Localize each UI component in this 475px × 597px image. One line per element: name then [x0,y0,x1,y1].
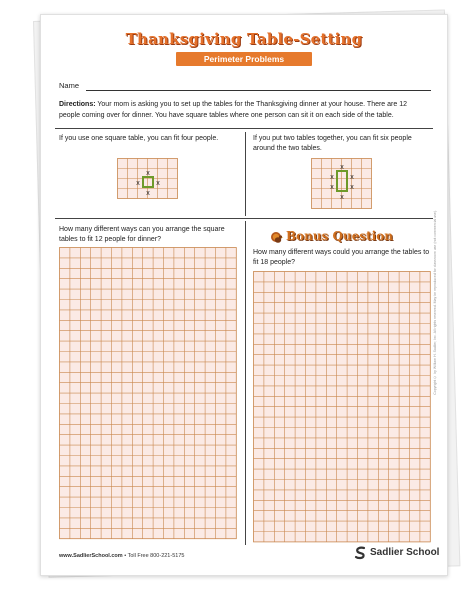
worksheet-title: Thanksgiving Table-Setting [125,30,363,48]
worksheet-subtitle-banner: Perimeter Problems [176,52,312,66]
example-two-tables-text: If you put two tables together, you can fit six people around the two tables. [253,135,412,152]
seat-mark-right-upper: x [350,174,354,181]
seat-mark-right-lower: x [350,184,354,191]
divider-examples-vertical [245,132,246,216]
footer-contact [59,553,184,559]
seat-mark-top: x [340,164,344,171]
bonus-question-heading: Bonus Question [286,229,393,243]
name-field-line[interactable] [86,90,431,91]
seat-mark-left-lower: x [330,184,334,191]
example-grid-two-tables [311,158,375,210]
footer-website-link[interactable]: www.SadlierSchool.com [59,553,123,559]
answer-grid-lines [60,248,237,539]
copyright-vertical-note: Copyright © by William H. Sadlier, Inc. All rights reserved. May be reproduced for classroom use (not commercial use). [433,210,437,395]
example-grid-one-table [117,158,181,206]
divider-middle [55,218,433,219]
seat-mark-left-upper: x [330,174,334,181]
footer-separator: • [122,553,128,559]
seat-mark-bottom: x [340,194,344,201]
directions-label: Directions: [59,101,96,108]
name-label: Name [59,81,80,90]
worksheet-page [40,14,448,576]
footer-phone: Toll Free 800-221-5175 [127,553,185,559]
divider-answer-vertical [245,221,246,545]
footer-brand-name: Sadlier School [370,547,440,558]
main-question-text: How many different ways can you arrange the square tables to fit 12 people for dinner? [59,226,225,243]
bonus-question-text: How many different ways could you arrange the tables to fit 18 people? [253,249,430,266]
directions-paragraph [59,99,427,121]
directions-text: Your mom is asking you to set up the tables for the Thanksgiving dinner at your house. There are 12 people coming over for dinner. You have square tables where one person can sit it on each side of the table. [59,101,407,119]
answer-grid-lines [254,272,431,542]
divider-top [55,128,433,129]
answer-grid-main[interactable] [59,247,239,547]
turkey-icon [270,231,284,245]
example-one-table-text: If you use one square table, you can fit four people. [59,135,219,142]
sadlier-logo-icon [354,546,367,560]
seat-mark-left: x [136,180,140,187]
answer-grid-bonus[interactable] [253,271,433,547]
seat-mark-top: x [146,170,150,177]
seat-mark-bottom: x [146,190,150,197]
seat-mark-right: x [156,180,160,187]
